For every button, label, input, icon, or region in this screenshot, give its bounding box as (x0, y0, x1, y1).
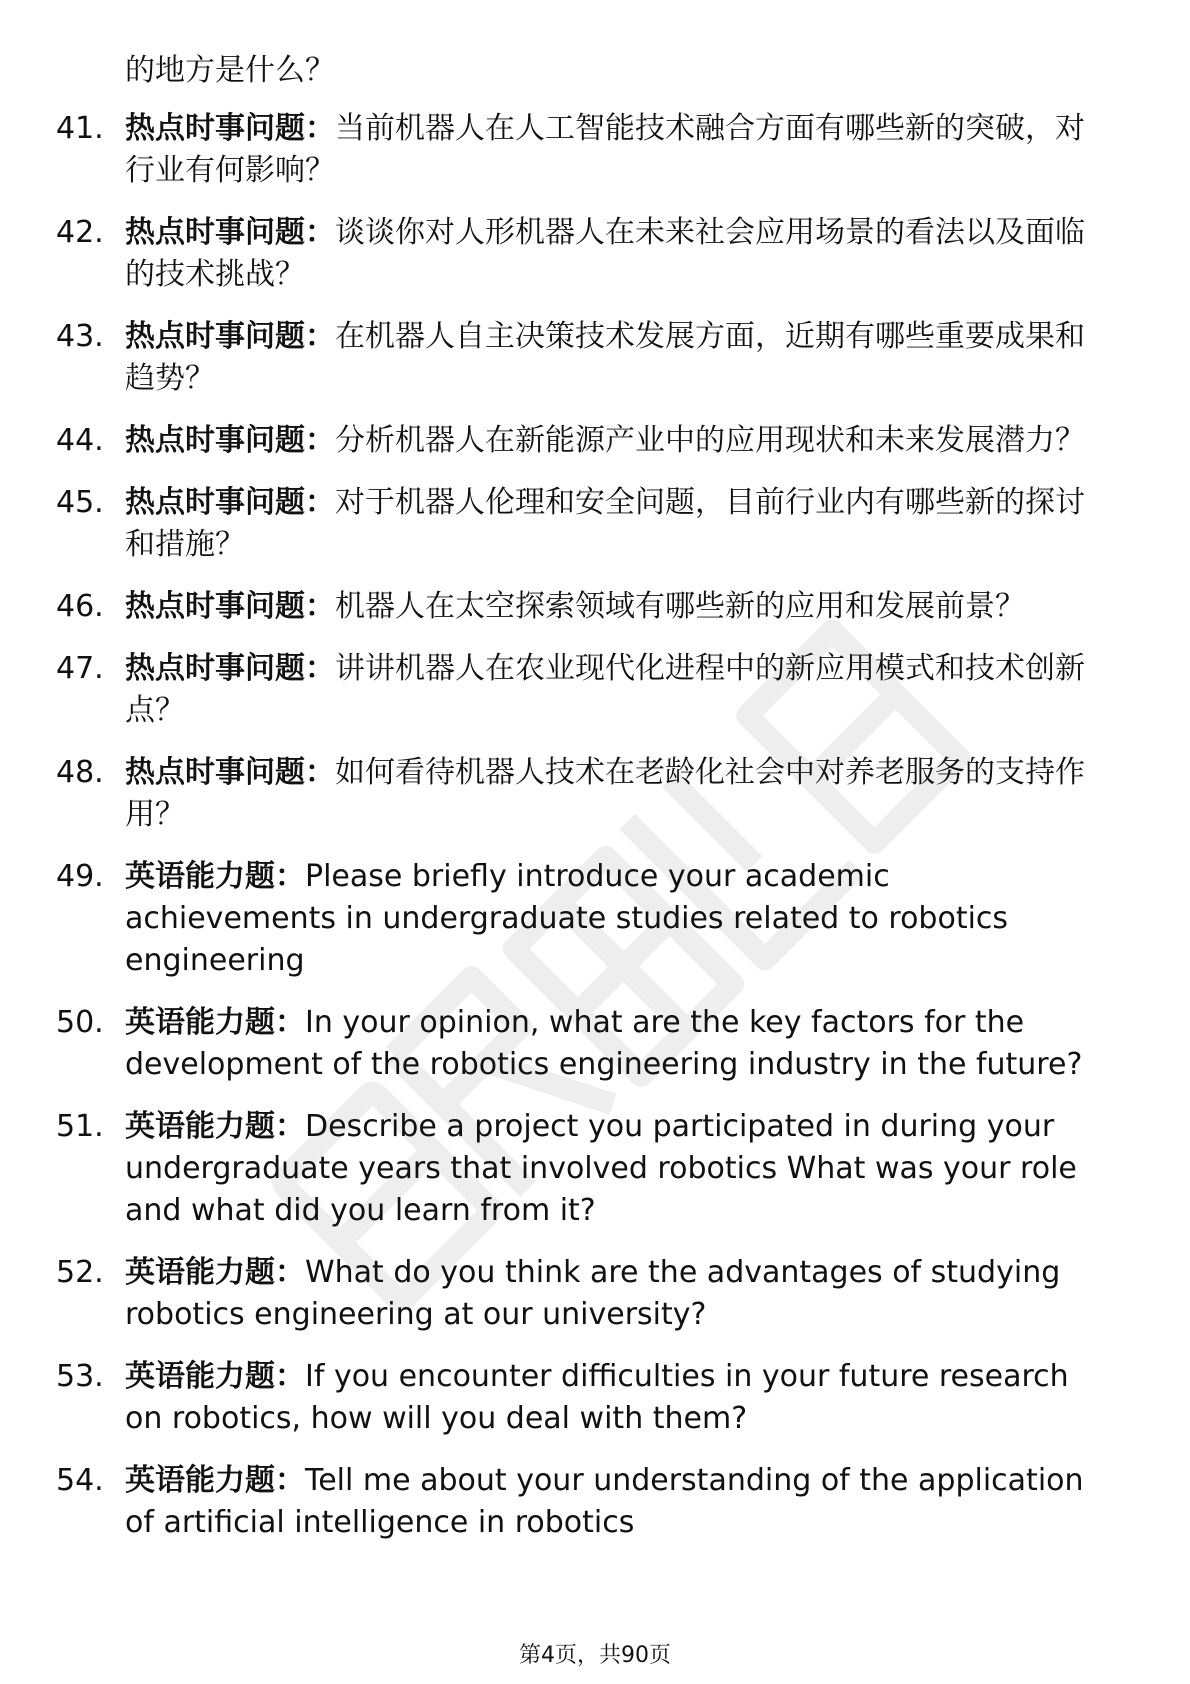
question-item (0, 1356, 1190, 1440)
question-category: 英语能力题： (125, 1109, 305, 1144)
question-text: 当前机器人在人工智能技术融合方面有哪些新的突破，对行业有何影响？ (125, 111, 1085, 188)
question-category: 热点时事问题： (125, 589, 335, 624)
question-number: 44. (56, 423, 104, 458)
continued-question-text: 的地方是什么？ (125, 53, 335, 88)
question-number: 46. (56, 589, 104, 624)
question-item (0, 108, 1190, 192)
question-item (0, 1252, 1190, 1336)
question-number: 47. (56, 651, 104, 686)
question-category: 英语能力题： (125, 859, 305, 894)
question-category: 热点时事问题： (125, 111, 335, 146)
question-category: 热点时事问题： (125, 423, 335, 458)
question-list (0, 108, 1190, 1564)
question-item (0, 316, 1190, 400)
question-category: 英语能力题： (125, 1359, 305, 1394)
question-number: 48. (56, 755, 104, 790)
question-text: 机器人在太空探索领域有哪些新的应用和发展前景？ (335, 589, 1025, 624)
question-text: 如何看待机器人技术在老龄化社会中对养老服务的支持作用？ (125, 755, 1085, 832)
question-category: 热点时事问题： (125, 319, 335, 354)
question-item (0, 1460, 1190, 1544)
question-category: 英语能力题： (125, 1005, 305, 1040)
question-text: Please briefly introduce your academic achievements in undergraduate studies related to robotics engineering (125, 859, 1009, 978)
question-text: 分析机器人在新能源产业中的应用现状和未来发展潜力？ (335, 423, 1085, 458)
question-text: 在机器人自主决策技术发展方面，近期有哪些重要成果和趋势？ (125, 319, 1085, 396)
question-item (0, 856, 1190, 982)
question-number: 50. (56, 1005, 104, 1040)
question-text: What do you think are the advantages of studying robotics engineering at our university? (125, 1255, 1061, 1332)
question-category: 热点时事问题： (125, 215, 335, 250)
question-number: 42. (56, 215, 104, 250)
question-item (0, 482, 1190, 566)
question-item (0, 1106, 1190, 1232)
question-item (0, 420, 1190, 462)
question-category: 英语能力题： (125, 1463, 305, 1498)
question-number: 43. (56, 319, 104, 354)
question-category: 热点时事问题： (125, 651, 335, 686)
question-number: 52. (56, 1255, 104, 1290)
question-category: 热点时事问题： (125, 755, 335, 790)
question-item (0, 648, 1190, 732)
page-footer: 第4页，共90页 (519, 1643, 671, 1668)
question-number: 54. (56, 1463, 104, 1498)
question-number: 49. (56, 859, 104, 894)
question-category: 热点时事问题： (125, 485, 335, 520)
question-number: 45. (56, 485, 104, 520)
question-item (0, 212, 1190, 296)
question-number: 51. (56, 1109, 104, 1144)
question-text: 对于机器人伦理和安全问题，目前行业内有哪些新的探讨和措施？ (125, 485, 1085, 562)
question-item (0, 1002, 1190, 1086)
question-text: If you encounter difficulties in your future research on robotics, how will you deal with them? (125, 1359, 1069, 1436)
question-number: 41. (56, 111, 104, 146)
question-item (0, 752, 1190, 836)
question-text: Tell me about your understanding of the application of artificial intelligence in robotics (125, 1463, 1084, 1540)
question-number: 53. (56, 1359, 104, 1394)
question-text: 谈谈你对人形机器人在未来社会应用场景的看法以及面临的技术挑战？ (125, 215, 1085, 292)
question-text: Describe a project you participated in during your undergraduate years that involved robotics What was your role and what did you learn from it? (125, 1109, 1077, 1228)
question-text: In your opinion, what are the key factors for the development of the robotics engineering industry in the future? (125, 1005, 1083, 1082)
question-item (0, 586, 1190, 628)
question-text: 讲讲机器人在农业现代化进程中的新应用模式和技术创新点？ (125, 651, 1085, 728)
question-category: 英语能力题： (125, 1255, 305, 1290)
